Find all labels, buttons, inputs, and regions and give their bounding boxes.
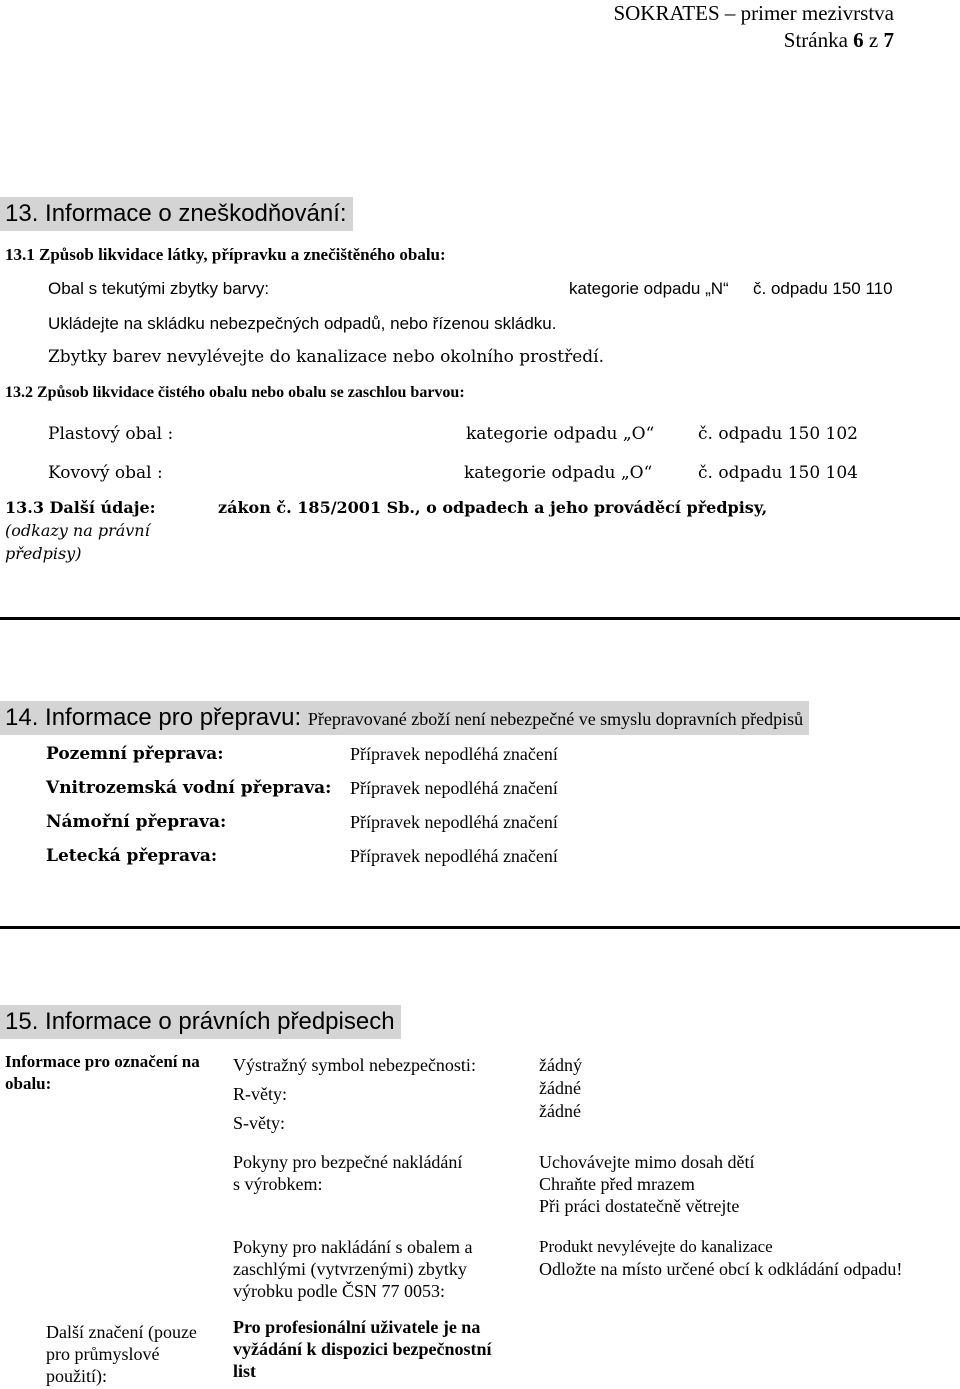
pokyny-nakladani-label: s výrobkem: bbox=[233, 1174, 323, 1194]
pokyny-nakladani-value: Uchovávejte mimo dosah dětí bbox=[539, 1152, 755, 1172]
symbol-label: Výstražný symbol nebezpečnosti: bbox=[233, 1055, 476, 1075]
plastovy-obal-cislo: č. odpadu 150 102 bbox=[698, 424, 858, 444]
pokyny-nakladani-value: Při práci dostatečně větrejte bbox=[539, 1196, 740, 1216]
section-13-3-note: předpisy) bbox=[5, 544, 82, 563]
transport-label: Pozemní přeprava: bbox=[46, 744, 224, 764]
pokyny-nakladani-label: Pokyny pro bezpečné nakládání bbox=[233, 1152, 463, 1172]
kovovy-obal-cislo: č. odpadu 150 104 bbox=[698, 463, 858, 483]
pokyny-obal-label: Pokyny pro nakládání s obalem a bbox=[233, 1237, 473, 1257]
transport-value: Přípravek nepodléhá značení bbox=[350, 778, 558, 798]
section-13-1-obal-label: Obal s tekutými zbytky barvy: bbox=[48, 279, 270, 298]
r-vety-value: žádné bbox=[539, 1078, 581, 1098]
pokyny-nakladani-value: Chraňte před mrazem bbox=[539, 1174, 695, 1194]
page-header bbox=[613, 0, 894, 54]
transport-value: Přípravek nepodléhá značení bbox=[350, 744, 558, 764]
pokyny-obal-label: výrobku podle ČSN 77 0053: bbox=[233, 1281, 446, 1301]
section-13-1-title: 13.1 Způsob likvidace látky, přípravku a znečištěného obalu: bbox=[5, 245, 446, 264]
dalsi-znaceni-value: list bbox=[233, 1361, 257, 1381]
section-13-1-kategorie: kategorie odpadu „N“ bbox=[569, 279, 729, 298]
section-13-heading: 13. Informace o zneškodňování: bbox=[0, 197, 353, 231]
pokyny-obal-value: Produkt nevylévejte do kanalizace bbox=[539, 1237, 773, 1256]
section-divider bbox=[0, 617, 960, 620]
s-vety-value: žádné bbox=[539, 1101, 581, 1121]
pokyny-obal-label: zaschlými (vytvrzenými) zbytky bbox=[233, 1259, 467, 1279]
section-divider bbox=[0, 926, 960, 929]
pokyny-obal-value: Odložte na místo určené obcí k odkládání odpadu! bbox=[539, 1259, 903, 1279]
section-13-1-cislo: č. odpadu 150 110 bbox=[753, 279, 893, 298]
section-13-3-title: 13.3 Další údaje: bbox=[5, 498, 156, 517]
transport-label: Námořní přeprava: bbox=[46, 812, 227, 832]
dalsi-znaceni-label: Další značení (pouze bbox=[46, 1322, 197, 1342]
dalsi-znaceni-value: Pro profesionální uživatele je na bbox=[233, 1317, 481, 1337]
section-13-3-zakon: zákon č. 185/2001 Sb., o odpadech a jeho prováděcí předpisy, bbox=[218, 498, 768, 517]
s-vety-label: S-věty: bbox=[233, 1113, 285, 1133]
section-13-1-zbytky: Zbytky barev nevylévejte do kanalizace nebo okolního prostředí. bbox=[48, 347, 605, 367]
section-13-3-note: (odkazy na právní bbox=[5, 521, 150, 540]
oznaceni-label: Informace pro označení na obalu: bbox=[5, 1052, 200, 1093]
transport-label: Vnitrozemská vodní přeprava: bbox=[46, 778, 332, 798]
kovovy-obal-kategorie: kategorie odpadu „O“ bbox=[464, 463, 653, 483]
section-13-2-title: 13.2 Způsob likvidace čistého obalu nebo obalu se zaschlou barvou: bbox=[5, 384, 465, 401]
r-vety-label: R-věty: bbox=[233, 1084, 287, 1104]
document-title: SOKRATES – primer mezivrstva bbox=[613, 1, 894, 25]
transport-label: Letecká přeprava: bbox=[46, 846, 218, 866]
plastovy-obal-label: Plastový obal : bbox=[48, 424, 174, 444]
transport-value: Přípravek nepodléhá značení bbox=[350, 846, 558, 866]
section-14-title: 14. Informace pro přepravu: bbox=[5, 704, 302, 731]
symbol-value: žádný bbox=[539, 1055, 582, 1075]
dalsi-znaceni-value: vyžádání k dispozici bezpečnostní bbox=[233, 1339, 492, 1359]
section-15-heading: 15. Informace o právních předpisech bbox=[0, 1005, 401, 1039]
transport-value: Přípravek nepodléhá značení bbox=[350, 812, 558, 832]
dalsi-znaceni-label: pro průmyslové bbox=[46, 1344, 160, 1364]
section-13-1-ukladani: Ukládejte na skládku nebezpečných odpadů, nebo řízenou skládku. bbox=[48, 314, 557, 333]
dalsi-znaceni-label: použití): bbox=[46, 1366, 107, 1386]
section-14-subtitle: Přepravované zboží není nebezpečné ve smyslu dopravních předpisů bbox=[307, 709, 804, 729]
plastovy-obal-kategorie: kategorie odpadu „O“ bbox=[466, 424, 655, 444]
kovovy-obal-label: Kovový obal : bbox=[48, 463, 163, 483]
page-number: Stránka 6 z 7 bbox=[783, 28, 894, 52]
section-14-heading bbox=[0, 701, 809, 735]
